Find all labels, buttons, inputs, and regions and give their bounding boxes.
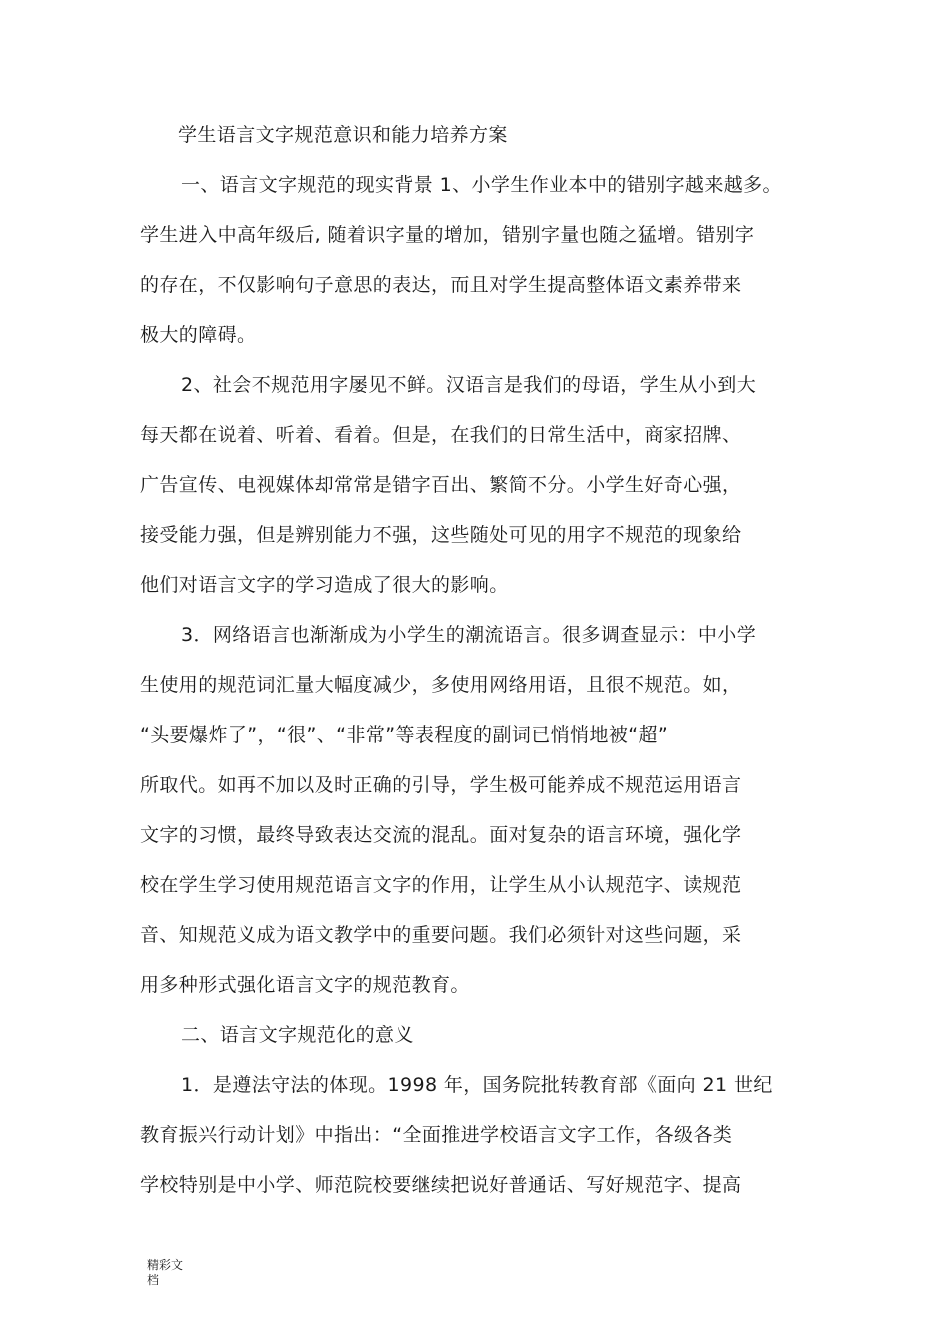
text-line: 所取代。如再不加以及时正确的引导，学生极可能养成不规范运用语言 — [140, 774, 742, 796]
footer-watermark-line2: 档 — [147, 1273, 160, 1287]
text-line: 学生进入中高年级后, 随着识字量的增加，错别字量也随之猛增。错别字 — [140, 224, 755, 246]
text-line: 1．是遵法守法的体现。1998 年，国务院批转教育部《面向 21 世纪 — [181, 1074, 773, 1096]
text-line: 一、语言文字规范的现实背景 1、小学生作业本中的错别字越来越多。 — [181, 174, 782, 196]
text-line: “头要爆炸了”，“很”、“非常”等表程度的副词已悄悄地被“超” — [140, 724, 669, 746]
text-line: 接受能力强，但是辨别能力不强，这些随处可见的用字不规范的现象给 — [140, 524, 742, 546]
footer-watermark-line1: 精彩文 — [147, 1258, 184, 1272]
text-line: 每天都在说着、听着、看着。但是，在我们的日常生活中，商家招牌、 — [140, 424, 742, 446]
text-line: 极大的障碍。 — [140, 324, 257, 346]
text-line: 学校特别是中小学、师范院校要继续把说好普通话、写好规范字、提高 — [140, 1174, 742, 1196]
text-line: 广告宣传、电视媒体却常常是错字百出、繁简不分。小学生好奇心强， — [140, 474, 742, 496]
text-line: 2、社会不规范用字屡见不鲜。汉语言是我们的母语，学生从小到大 — [181, 374, 757, 396]
section-heading: 二、语言文字规范化的意义 — [181, 1024, 414, 1046]
text-line: 3．网络语言也渐渐成为小学生的潮流语言。很多调查显示：中小学 — [181, 624, 757, 646]
text-line: 教育振兴行动计划》中指出：“全面推进学校语言文字工作，各级各类 — [140, 1124, 733, 1146]
text-line: 校在学生学习使用规范语言文字的作用，让学生从小认规范字、读规范 — [140, 874, 742, 896]
text-line: 生使用的规范词汇量大幅度减少，多使用网络用语，且很不规范。如， — [140, 674, 742, 696]
text-line: 他们对语言文字的学习造成了很大的影响。 — [140, 574, 509, 596]
text-line: 音、知规范义成为语文教学中的重要问题。我们必须针对这些问题，采 — [140, 924, 742, 946]
document-title: 学生语言文字规范意识和能力培养方案 — [178, 124, 508, 146]
text-line: 的存在，不仅影响句子意思的表达，而且对学生提高整体语文素养带来 — [140, 274, 742, 296]
text-line: 用多种形式强化语言文字的规范教育。 — [140, 974, 470, 996]
text-line: 文字的习惯，最终导致表达交流的混乱。面对复杂的语言环境，强化学 — [140, 824, 742, 846]
